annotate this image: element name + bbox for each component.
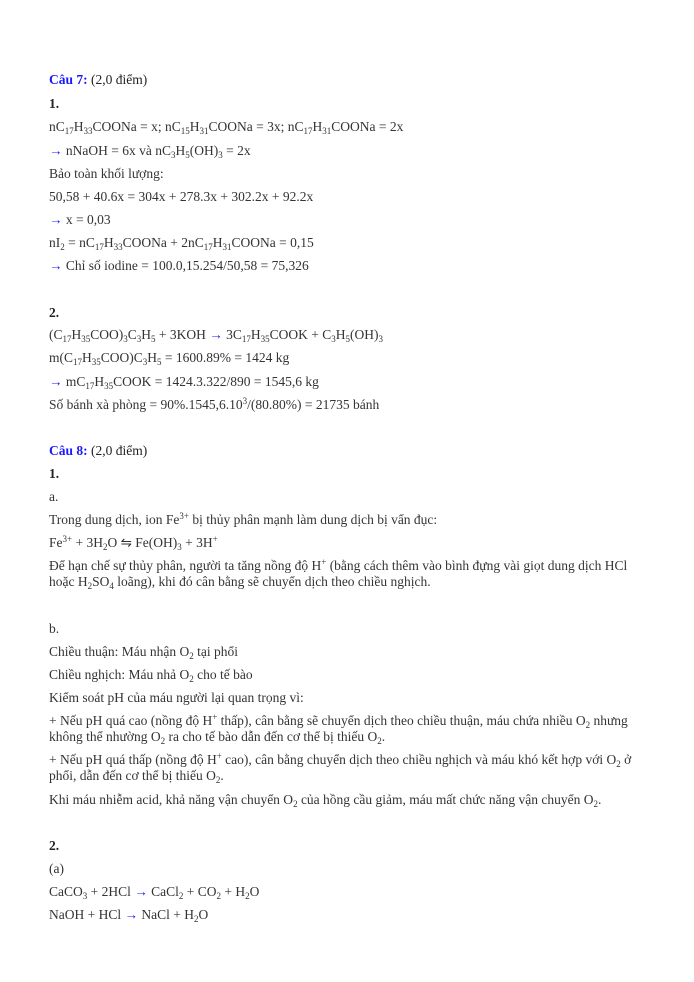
q8-line-ph-importance: Kiểm soát pH của máu người lại quan trọng vì: [49, 690, 304, 705]
arrow-icon: → [209, 327, 223, 342]
question-7-title: Câu 7: [49, 72, 88, 87]
q8-line-hydrolysis: Trong dung dịch, ion $Fe^{3+}$ bị thủy phân mạnh làm dung dịch bị vẩn đục: [49, 511, 438, 527]
question-8-heading [49, 443, 147, 459]
q7-line-soap-bars: Số bánh xà phòng = $90\%.1545,6.10^3/(80.80\%) = 21735$ bánh [49, 396, 380, 412]
arrow-icon: → [49, 143, 63, 158]
q8-line-reverse: Chiều nghịch: Máu nhả $O_2$ cho tế bào [49, 667, 253, 684]
q8-line-equilibrium: $Fe^{3+} + 3H_2O$ ⇋ $Fe(OH)_3 + 3H^+$ [49, 534, 218, 552]
arrow-icon: → [49, 258, 63, 273]
q7-part-2-label: 2. [49, 305, 60, 320]
q7-line-soap-mass: → $mC_{17}H_{35}COOK = 1424.3.322/890 = 1545,6$ kg [49, 374, 319, 391]
q7-line-x-value: → x = 0,03 [49, 212, 111, 227]
arrow-icon: → [134, 884, 148, 899]
q8-sub-a-label: a. [49, 489, 59, 504]
q8-sub-paren-a-label: (a) [49, 861, 64, 876]
q7-part-1-label: 1. [49, 96, 60, 111]
q8-part-1-label: 1. [49, 466, 60, 481]
q7-line-saponification: $(C_{17}H_{35}COO)_3C_3H_5 + 3KOH$ → $3C_{17}H_{35}COOK + C_3H_5(OH)_3$ [49, 327, 384, 344]
arrow-icon: → [49, 374, 63, 389]
q8-paragraph-limit-hydrolysis: Để hạn chế sự thủy phân, người ta tăng nồng độ H+ (bằng cách thêm vào bình đựng vài giọt dung dịch HCl hoặc $H_2SO_4$ loãng), khi đó cân bằng sẽ chuyển dịch theo chiều nghịch. [49, 557, 628, 591]
q8-paragraph-ph-high: + Nếu pH quá cao (nồng độ H+ thấp), cân bằng sẽ chuyển dịch theo chiều thuận, máu chứa nhiều $O_2$ nhưng không thể nhường $O_2$ ra cho tế bào dẫn đến cơ thể bị thiếu $O_2$. [49, 712, 628, 746]
q7-line-equation: 50,58 + 40.6x = 304x + 278.3x + 302.2x + 92.2x [49, 189, 314, 204]
q8-paragraph-ph-low: + Nếu pH quá thấp (nồng độ H+ cao), cân bằng chuyển dịch theo chiều nghịch và máu khó kết hợp với $O_2$ ở phổi, dẫn đến cơ thể bị thiếu $O_2$. [49, 751, 632, 785]
q8-part-2-label: 2. [49, 838, 60, 853]
q7-line-moles: $nC_{17}H_{33}COONa = x$; $nC_{15}H_{31}COONa = 3x$; $nC_{17}H_{31}COONa = 2x$ [49, 119, 404, 136]
q8-line-acid-blood: Khi máu nhiễm acid, khả năng vận chuyển $O_2$ của hồng cầu giảm, máu mất chức năng vận chuyển $O_2$. [49, 792, 602, 809]
q7-line-iodine-moles: $nI_2$ = $nC_{17}H_{33}COONa$ + $2nC_{17}H_{31}COONa = 0,15$ [49, 235, 314, 252]
question-8-title: Câu 8: [49, 443, 88, 458]
arrow-icon: → [49, 212, 63, 227]
q8-line-caco3-reaction: CaCO$_3$ + 2HCl → CaCl$_2$ + $CO_2 + H_2O$ [49, 884, 260, 901]
q7-line-iodine-index: → Chỉ số iodine = 100.0,15.254/50,58 = 75,326 [49, 258, 309, 273]
q8-line-naoh-reaction: NaOH + HCl → NaCl + $H_2O$ [49, 907, 209, 924]
question-7-points: (2,0 điểm) [87, 72, 148, 87]
question-8-points: (2,0 điểm) [87, 443, 148, 458]
q7-line-mass-conservation: Bảo toàn khối lượng: [49, 166, 164, 181]
q7-line-naoh: → nNaOH = 6x và $nC_3H_5(OH)_3 = 2x$ [49, 143, 251, 160]
q8-line-forward: Chiều thuận: Máu nhận $O_2$ tại phổi [49, 644, 238, 661]
question-7-heading [49, 72, 147, 88]
q7-line-fat-mass: $m(C_{17}H_{35}COO)C_3H_5 = 1600.89\% = 1424$ kg [49, 350, 290, 367]
q8-sub-b-label: b. [49, 621, 60, 636]
arrow-icon: → [124, 907, 138, 922]
